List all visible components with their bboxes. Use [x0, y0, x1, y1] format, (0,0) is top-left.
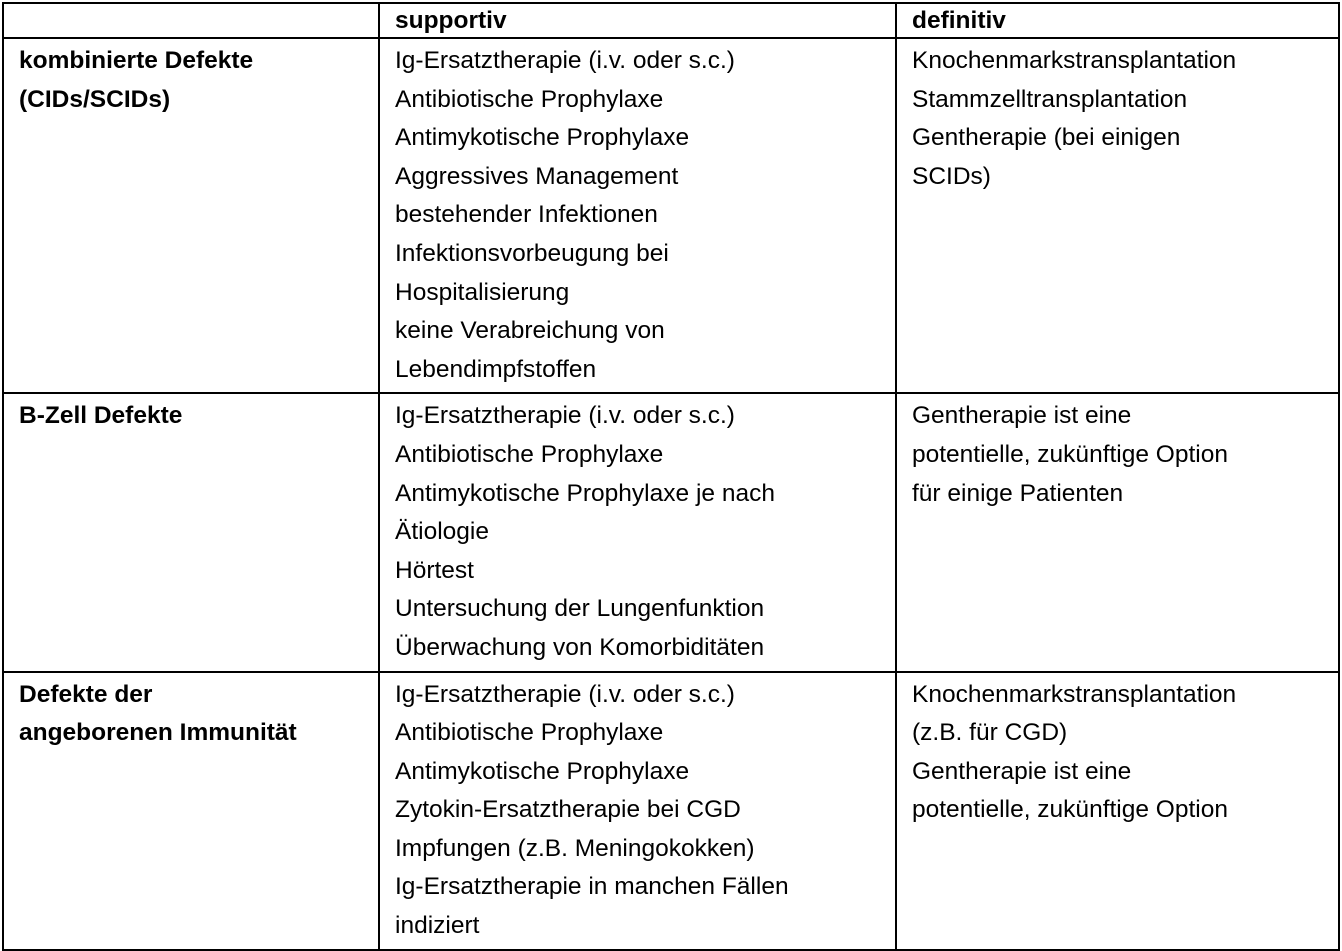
supportive-line: Hospitalisierung	[395, 278, 570, 306]
supportive-line: Ig-Ersatztherapie (i.v. oder s.c.)	[395, 402, 735, 430]
supportive-line: Impfungen (z.B. Meningokokken)	[395, 834, 755, 862]
definitive-line: Knochenmarkstransplantation	[912, 680, 1237, 708]
definitive-line: Gentherapie ist eine	[912, 757, 1132, 785]
definitive-line: Gentherapie ist eine	[912, 402, 1132, 430]
supportive-line: Ätiologie	[395, 518, 489, 546]
table-row-b-cell-defects	[3, 393, 1339, 671]
category-cell	[3, 672, 379, 950]
supportive-line: Hörtest	[395, 556, 474, 584]
supportive-line: Antibiotische Prophylaxe	[395, 719, 664, 747]
category-cell	[3, 38, 379, 393]
supportive-line: Ig-Ersatztherapie in manchen Fällen	[395, 873, 789, 901]
supportive-line: Überwachung von Komorbiditäten	[395, 633, 765, 661]
supportive-line: Ig-Ersatztherapie (i.v. oder s.c.)	[395, 47, 735, 74]
supportive-line: Aggressives Management	[395, 162, 679, 190]
supportive-cell	[379, 393, 896, 671]
definitive-line: Gentherapie (bei einigen	[912, 124, 1181, 152]
category-line: B-Zell Defekte	[19, 402, 183, 430]
definitive-cell	[896, 672, 1339, 950]
supportive-line: Ig-Ersatztherapie (i.v. oder s.c.)	[395, 680, 735, 708]
supportive-line: indiziert	[395, 912, 480, 940]
header-cell-definitive: definitiv	[896, 3, 1339, 38]
therapy-table	[2, 2, 1340, 951]
supportive-cell	[379, 672, 896, 950]
supportive-line: Antimykotische Prophylaxe je nach	[395, 479, 775, 507]
table-row-combined-defects	[3, 38, 1339, 393]
definitive-cell	[896, 393, 1339, 671]
category-line: angeborenen Immunität	[19, 719, 297, 747]
supportive-line: keine Verabreichung von	[395, 317, 665, 345]
supportive-line: Antibiotische Prophylaxe	[395, 85, 664, 113]
table-header-row	[3, 3, 1339, 38]
definitive-line: SCIDs)	[912, 162, 991, 190]
category-line: (CIDs/SCIDs)	[19, 85, 171, 113]
category-cell	[3, 393, 379, 671]
supportive-line: Antimykotische Prophylaxe	[395, 124, 690, 152]
category-line: Defekte der	[19, 680, 153, 708]
definitive-cell	[896, 38, 1339, 393]
definitive-line: potentielle, zukünftige Option	[912, 440, 1228, 468]
supportive-line: Zytokin-Ersatztherapie bei CGD	[395, 796, 741, 824]
definitive-line: Knochenmarkstransplantation	[912, 47, 1237, 74]
definitive-line: für einige Patienten	[912, 479, 1124, 507]
category-line: kombinierte Defekte	[19, 47, 254, 74]
definitive-line: (z.B. für CGD)	[912, 719, 1068, 747]
table-row-innate-immunity-defects	[3, 672, 1339, 950]
supportive-line: Lebendimpfstoffen	[395, 355, 597, 383]
header-cell-empty	[3, 3, 379, 38]
supportive-line: Antibiotische Prophylaxe	[395, 440, 664, 468]
supportive-cell	[379, 38, 896, 393]
definitive-line: potentielle, zukünftige Option	[912, 796, 1228, 824]
definitive-line: Stammzelltransplantation	[912, 85, 1188, 113]
supportive-line: Antimykotische Prophylaxe	[395, 757, 690, 785]
supportive-line: bestehender Infektionen	[395, 201, 658, 229]
supportive-line: Untersuchung der Lungenfunktion	[395, 595, 765, 623]
supportive-line: Infektionsvorbeugung bei	[395, 239, 669, 267]
header-cell-supportive: supportiv	[379, 3, 896, 38]
